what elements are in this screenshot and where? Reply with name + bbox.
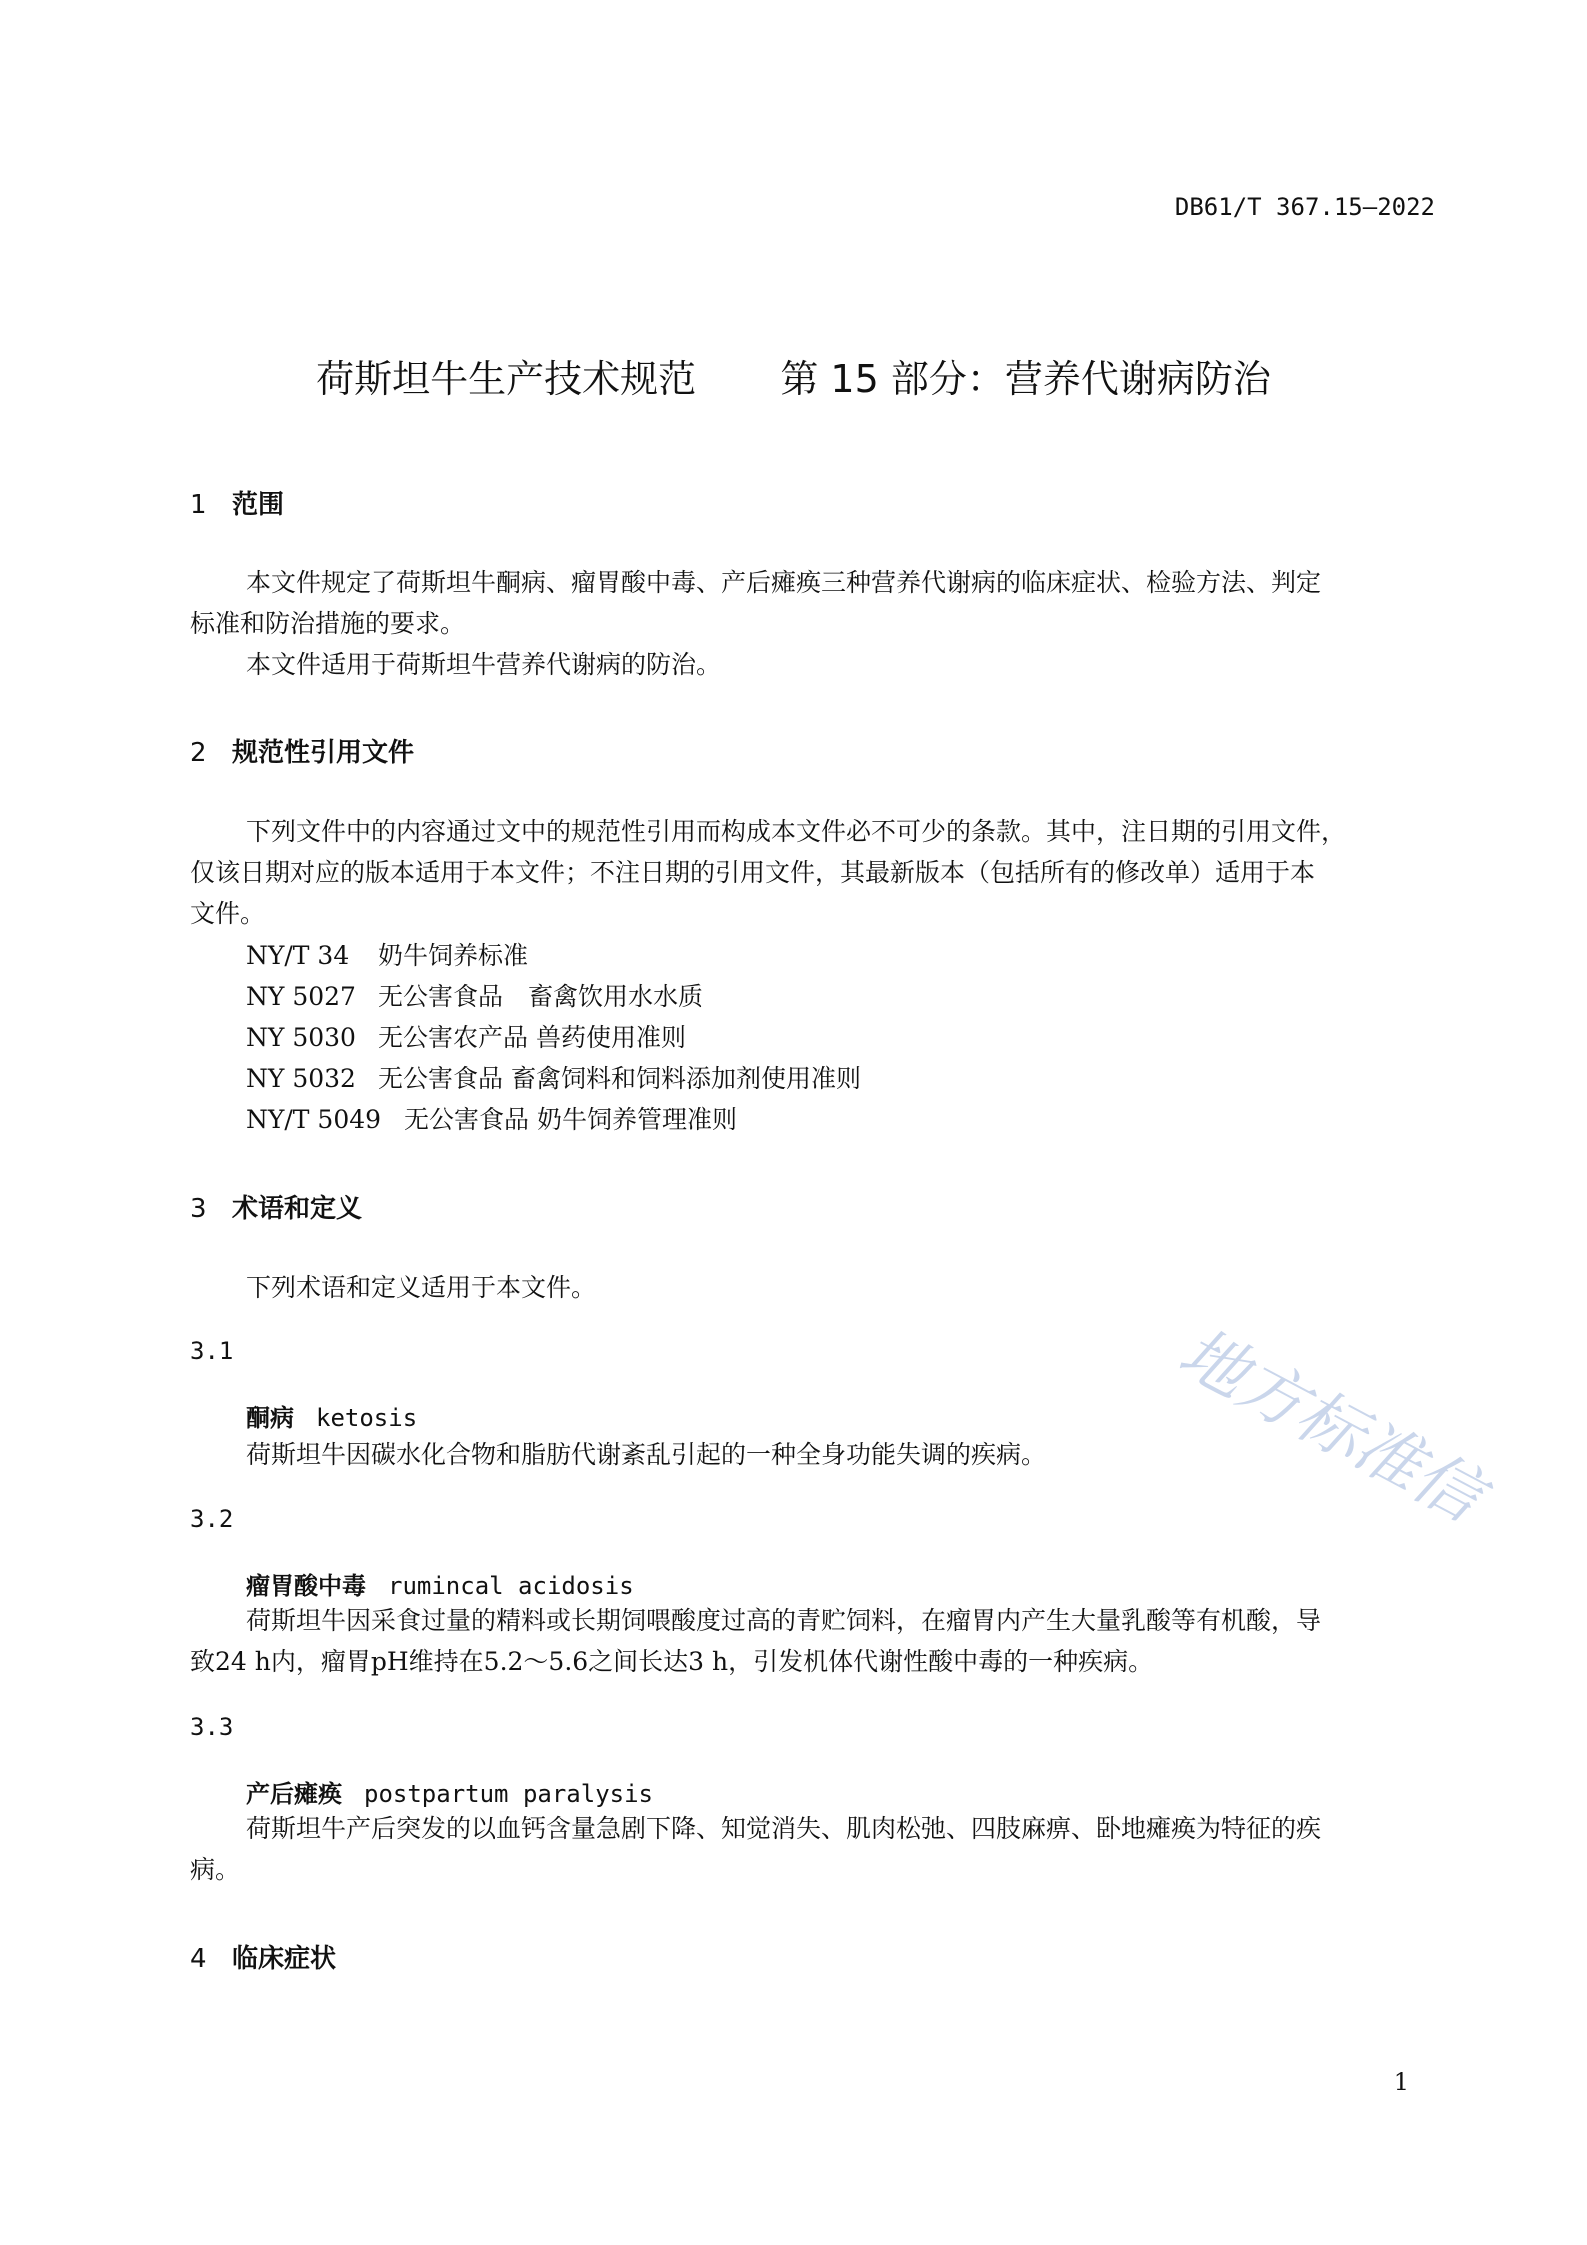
watermark-stamp: 地方标准信 — [1166, 1313, 1495, 1537]
term-number: 3.2 — [190, 1505, 234, 1533]
reference-code: NY/T 5049 — [246, 1105, 382, 1134]
term-zh: 瘤胃酸中毒 — [246, 1572, 366, 1600]
reference-title: 无公害农产品 兽药使用准则 — [378, 1023, 686, 1052]
text-line: 标准和防治措施的要求。 — [190, 609, 466, 638]
text-line: 本文件规定了荷斯坦牛酮病、瘤胃酸中毒、产后瘫痪三种营养代谢病的临床症状、检验方法、判定 — [246, 568, 1322, 597]
text-line: 致24 h内，瘤胃pH维持在5.2～5.6之间长达3 h，引发机体代谢性酸中毒的一种疾病。 — [190, 1647, 1154, 1676]
reference-item — [246, 1017, 861, 1058]
section-4-heading — [190, 1938, 336, 1975]
term-en: ketosis — [316, 1404, 418, 1432]
section-1-heading — [190, 484, 284, 521]
reference-title: 奶牛饲养标准 — [378, 941, 529, 970]
reference-title: 无公害食品 畜禽饮用水水质 — [378, 982, 704, 1011]
term-zh: 产后瘫痪 — [246, 1780, 342, 1808]
text-line: 仅该日期对应的版本适用于本文件；不注日期的引用文件，其最新版本（包括所有的修改单）适用于本 — [190, 858, 1316, 887]
text-line: 病。 — [190, 1855, 241, 1884]
text-line: 下列文件中的内容通过文中的规范性引用而构成本文件必不可少的条款。其中，注日期的引用文件， — [246, 817, 1347, 846]
term-heading — [246, 1566, 634, 1601]
term-en: postpartum paralysis — [364, 1780, 653, 1808]
document-title — [0, 348, 1587, 403]
reference-title: 无公害食品 奶牛饲养管理准则 — [404, 1105, 737, 1134]
section-2-paragraph — [190, 811, 1346, 934]
title-part: 第 15 部分：营养代谢病防治 — [780, 357, 1271, 401]
term-definition — [190, 1808, 1321, 1890]
term-definition: 荷斯坦牛因碳水化合物和脂肪代谢紊乱引起的一种全身功能失调的疾病。 — [246, 1440, 1047, 1469]
text-line: 本文件适用于荷斯坦牛营养代谢病的防治。 — [246, 650, 722, 679]
section-number: 2 — [190, 738, 207, 768]
term-en: rumincal acidosis — [388, 1572, 634, 1600]
section-title: 范围 — [232, 490, 285, 520]
section-3-intro: 下列术语和定义适用于本文件。 — [246, 1273, 597, 1302]
reference-item — [246, 1099, 861, 1140]
term-definition — [190, 1600, 1321, 1682]
reference-item — [246, 976, 861, 1017]
text-line: 文件。 — [190, 899, 266, 928]
reference-item — [246, 1058, 861, 1099]
reference-item — [246, 935, 861, 976]
section-title: 临床症状 — [232, 1944, 337, 1974]
reference-code: NY 5030 — [246, 1023, 356, 1052]
reference-code: NY 5027 — [246, 982, 356, 1011]
document-code: DB61/T 367.15—2022 — [1174, 193, 1435, 221]
term-heading — [246, 1774, 653, 1809]
title-main: 荷斯坦牛生产技术规范 — [316, 357, 697, 401]
section-1-paragraph-1 — [190, 562, 1321, 685]
reference-code: NY/T 34 — [246, 941, 350, 970]
term-zh: 酮病 — [246, 1404, 294, 1432]
term-number: 3.1 — [190, 1337, 234, 1365]
section-title: 术语和定义 — [232, 1194, 363, 1224]
reference-title: 无公害食品 畜禽饲料和饲料添加剂使用准则 — [378, 1064, 861, 1093]
page-number: 1 — [1393, 2068, 1409, 2096]
reference-code: NY 5032 — [246, 1064, 356, 1093]
term-heading — [246, 1398, 417, 1433]
reference-list — [246, 935, 861, 1140]
text-line: 荷斯坦牛产后突发的以血钙含量急剧下降、知觉消失、肌肉松弛、四肢麻痹、卧地瘫痪为特征的疾 — [246, 1814, 1322, 1843]
section-number: 3 — [190, 1194, 207, 1224]
term-number: 3.3 — [190, 1713, 234, 1741]
text-line: 荷斯坦牛因采食过量的精料或长期饲喂酸度过高的青贮饲料，在瘤胃内产生大量乳酸等有机酸，导 — [246, 1606, 1322, 1635]
section-number: 4 — [190, 1944, 207, 1974]
section-3-heading — [190, 1188, 362, 1225]
section-title: 规范性引用文件 — [232, 738, 415, 768]
section-number: 1 — [190, 490, 207, 520]
section-2-heading — [190, 732, 414, 769]
